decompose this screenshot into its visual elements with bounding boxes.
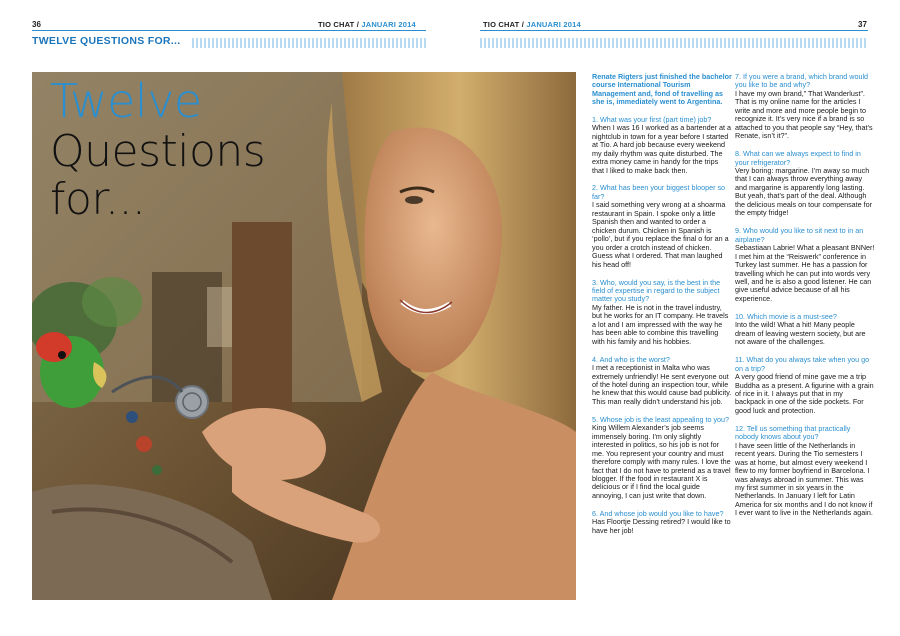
question-item [735, 313, 875, 347]
answer-text: Has Floortje Dessing retired? I would like to have her job! [592, 517, 731, 535]
right-running-head [483, 20, 581, 29]
right-header-rule [480, 30, 868, 31]
question-item [735, 150, 875, 218]
answer-text: I met a receptionist in Malta who was extremely unfriendly! He sent everyone out of the hotel during an inspection tour, while he knew that this would cause bad publicity. This man really didn’t understand his job. [592, 363, 732, 406]
question-item [592, 279, 732, 347]
question-text: 4. And who is the worst? [592, 354, 670, 364]
question-item [735, 227, 875, 303]
magazine-name: TIO CHAT [483, 20, 520, 29]
left-header-rule [32, 30, 426, 31]
answer-text: I have my own brand,” That Wanderlust”. That is my online name for the articles I write and more and more people begin to recognize it. It’s very nice if a brand is so attached to you that people say “Hey, that’s Renate, isn’t it?”. [735, 88, 873, 141]
answer-text: My father. He is not in the travel industry, but he works for an IT company. He travels a lot and I am impressed with the way he has been able to combine this travelling with his family and his hobbies. [592, 302, 729, 346]
left-running-head [318, 20, 416, 29]
answer-text: A very good friend of mine gave me a trip Buddha as a present. A figurine with a grain of rice in it. I always put that in my backpack in one of the side pockets. For good luck and protection. [735, 372, 874, 415]
question-text: 10. Which movie is a must-see? [735, 311, 837, 321]
section-tag: TWELVE QUESTIONS FOR... [32, 35, 181, 47]
answer-text: Very boring: margarine. I’m away so much that I can always throw everything away and margarine is apparently long lasting. But yeah, that’s part of the deal. Although the delicious meals on tour compensate for the empty fridge! [735, 166, 873, 218]
question-item [735, 356, 875, 415]
answer-text: Into the wild! What a hit! Many people dream of leaving western society, but are not aware of the challenges. [735, 320, 866, 347]
question-text: 12. Tell us something that practically nobody knows about you? [735, 423, 851, 442]
right-page-number: 37 [858, 20, 867, 29]
question-item [592, 184, 732, 269]
article-headline [50, 74, 266, 225]
headline-line-3: for... [50, 174, 146, 225]
question-text: 9. Who would you like to sit next to in an airplane? [735, 226, 864, 244]
question-item [592, 116, 732, 175]
question-item [592, 356, 732, 407]
answer-text: When I was 16 I worked as a bartender at a nightclub in town for a year before I started at Tio. A hard job because every weekend my daily rhythm was quite disturbed. The extra money came in handy for the trips that I liked to make back then. [592, 123, 732, 175]
running-head-separator: / [354, 20, 362, 29]
answer-text: King Willem Alexander’s job seems immensely boring. I’m only slightly interested in politics, so his job is not for me. You represent your country and must therefore comply with many rules. I love the fact that I do not have to pretend as a travel blogger. If the food in restaurant X is delicious or if I find the local guide annoying, I can just write that down. [592, 423, 731, 500]
question-item [592, 416, 732, 501]
question-item [735, 425, 875, 518]
question-text: 3. Who, would you say, is the best in the field of expertise in regard to the subject matter you study? [592, 277, 721, 304]
answer-text: Sebastiaan Labrie! What a pleasant BNNer! I met him at the “Reiswerk” conference in Turkey last summer. He has a passion for travelling which he can put into words very well, and he is also a good listener. He can give useful advice because of all his experience. [735, 243, 875, 303]
question-text: 7. If you were a brand, which brand would you like to be and why? [735, 72, 869, 90]
article-intro: Renate Rigters just finished the bachelor course International Tourism Management and, fond of travelling as she is, immediately went to Argentina. [592, 72, 732, 107]
issue-date: JANUARI 2014 [526, 20, 581, 29]
question-item [592, 510, 732, 535]
text-column-1 [592, 73, 732, 545]
question-text: 1. What was your first (part time) job? [592, 114, 712, 124]
question-text: 8. What can we always expect to find in your refrigerator? [735, 149, 861, 167]
text-column-2 [735, 73, 875, 527]
question-text: 2. What has been your biggest blooper so far? [592, 183, 726, 201]
headline-line-1: Twelve [50, 74, 202, 128]
issue-date: JANUARI 2014 [361, 20, 416, 29]
right-stripe-band [480, 38, 868, 48]
left-page-number: 36 [32, 20, 41, 29]
left-stripe-band [192, 38, 426, 48]
headline-line-2: Questions [50, 126, 266, 177]
question-text: 6. And whose job would you like to have? [592, 508, 724, 518]
question-text: 5. Whose job is the least appealing to you? [592, 414, 730, 424]
question-text: 11. What do you always take when you go on a trip? [735, 355, 870, 373]
running-head-separator: / [519, 20, 527, 29]
question-item [735, 73, 875, 141]
magazine-name: TIO CHAT [318, 20, 355, 29]
answer-text: I have seen little of the Netherlands in recent years. During the Tio semesters I was at home, but almost every weekend I flew to my former boyfriend in Barcelona. I was always abroad in summer. This was my first summer in six years in the Netherlands. In January I left for Latin America for six months and I do not know if I ever want to live in the Netherlands again. [735, 440, 873, 518]
answer-text: I said something very wrong at a shoarma restaurant in Spain. I spoke only a little Spanish then and wanted to order a chicken durum. Chicken in Spanish is ‘pollo’, but if you replace the final o for an a you order a crotch instead of chicken. Guess what I ordered. That man laughed his head off! [592, 200, 729, 269]
